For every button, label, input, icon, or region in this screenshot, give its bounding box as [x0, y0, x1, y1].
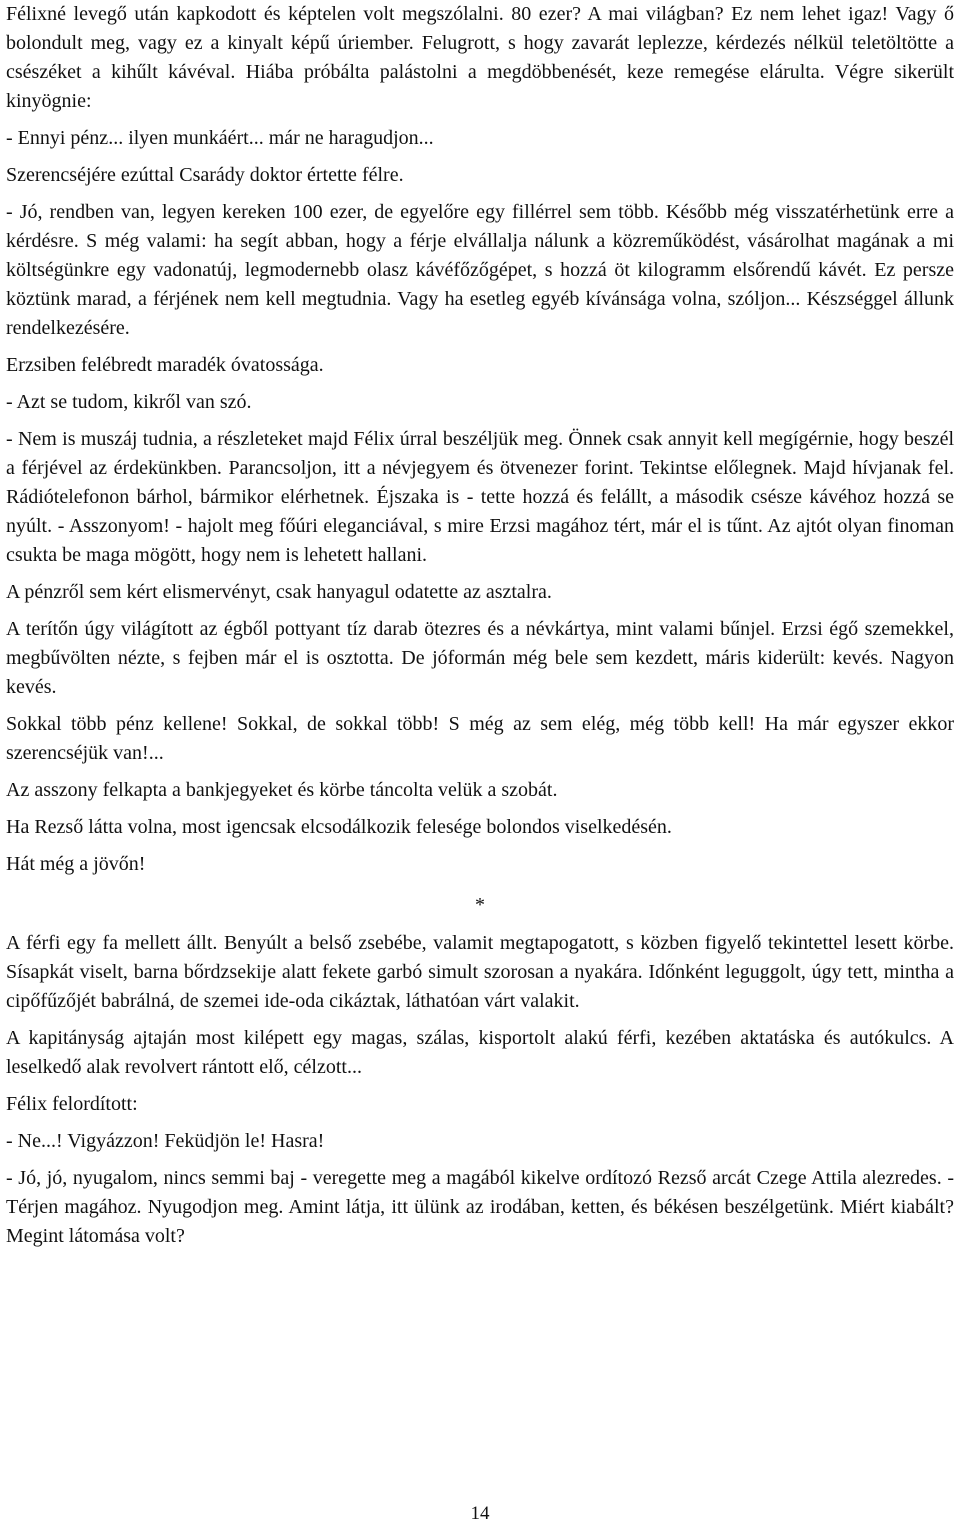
- paragraph: - Azt se tudom, kikről van szó.: [6, 391, 252, 413]
- paragraph: Az asszony felkapta a bankjegyeket és körbe táncolta velük a szobát.: [6, 779, 558, 801]
- paragraph: Félixné levegő után kapkodott és képtelen volt megszólalni. 80 ezer? A mai világban? Ez nem lehet igaz! Vagy ő bolondult meg, vagy ez a kinyalt képű úriember. Felugrott, s hogy zavarát leplezze, kérdezés nélkül teletöltötte a csészéket a kihűlt kávéval. Hiába próbálta palástolni a megdöbbenését, keze remegése elárulta. Végre sikerült kinyögnie:: [6, 3, 954, 112]
- page-number: 14: [470, 1503, 490, 1524]
- paragraph: - Nem is muszáj tudnia, a részleteket majd Félix úrral beszéljük meg. Önnek csak annyit kell megígérnie, hogy beszél a férjével az érdekünkben. Parancsoljon, itt a névjegyem és ötvenezer forint. Tekintse előlegnek. Majd hívjanak fel. Rádiótelefonon bárhol, bármikor elérhetnek. Éjszaka is - tette hozzá és felállt, a második csésze kávéhoz hozzá se nyúlt. - Asszonyom! - hajolt meg főúri eleganciával, s mire Erzsi magához tért, már el is tűnt. Az ajtót olyan finoman csukta be maga mögött, hogy nem is lehetett hallani.: [6, 428, 954, 566]
- paragraph: Félix felordított:: [6, 1093, 138, 1115]
- paragraph: A terítőn úgy világított az égből pottyant tíz darab ötezres és a névkártya, mint valami bűnjel. Erzsi égő szemekkel, megbűvölten nézte, s fejben már el is osztotta. De jóformán még bele sem kezdett, máris kiderült: kevés. Nagyon kevés.: [6, 618, 954, 698]
- paragraph: - Jó, jó, nyugalom, nincs semmi baj - veregette meg a magából kikelve ordítozó Rezső arcát Czege Attila alezredes. - Térjen magához. Nyugodjon meg. Amint látja, itt ülünk az irodában, ketten, és békésen beszélgetünk. Miért kiabált? Megint látomása volt?: [6, 1167, 954, 1247]
- paragraph: - Jó, rendben van, legyen kereken 100 ezer, de egyelőre egy fillérrel sem több. Később még visszatérhetünk erre a kérdésre. S még valami: ha segít abban, hogy a férje elvállalja nálunk a közreműködést, vásárolhat magának a mi költségünkre egy vadonatúj, legmodernebb olasz kávéfőzőgépet, s hozzá öt kilogramm elsőrendű kávét. Ez persze köztünk marad, a férjének nem kell megtudnia. Vagy ha esetleg egyéb kívánsága volna, szóljon... Készséggel állunk rendelkezésére.: [6, 201, 954, 339]
- paragraph: - Ne...! Vigyázzon! Feküdjön le! Hasra!: [6, 1130, 325, 1152]
- paragraph: A pénzről sem kért elismervényt, csak hanyagul odatette az asztalra.: [6, 581, 552, 603]
- paragraph: Erzsiben felébredt maradék óvatossága.: [6, 354, 324, 376]
- paragraph: Szerencséjére ezúttal Csarády doktor értette félre.: [6, 164, 404, 186]
- paragraph: Hát még a jövőn!: [6, 853, 146, 875]
- paragraph: A férfi egy fa mellett állt. Benyúlt a belső zsebébe, valamit megtapogatott, s közben figyelő tekintettel lesett körbe. Sísapkát viselt, barna bőrdzsekije alatt fekete garbó simult szorosan a nyakára. Időnként leguggolt, úgy tett, mintha a cipőfűzőjét babrálná, de szemei ide-oda cikáztak, láthatóan várt valakit.: [6, 932, 954, 1012]
- paragraph: Ha Rezső látta volna, most igencsak elcsodálkozik felesége bolondos viselkedésén.: [6, 816, 672, 838]
- paragraph: - Ennyi pénz... ilyen munkáért... már ne haragudjon...: [6, 127, 434, 149]
- paragraph: Sokkal több pénz kellene! Sokkal, de sokkal több! S még az sem elég, még több kell! Ha már egyszer ekkor szerencséjük van!...: [6, 713, 954, 764]
- section-separator: *: [475, 894, 485, 916]
- paragraph: A kapitányság ajtaján most kilépett egy magas, szálas, kisportolt alakú férfi, kezében aktatáska és autókulcs. A leselkedő alak revolvert rántott elő, célzott...: [6, 1027, 954, 1078]
